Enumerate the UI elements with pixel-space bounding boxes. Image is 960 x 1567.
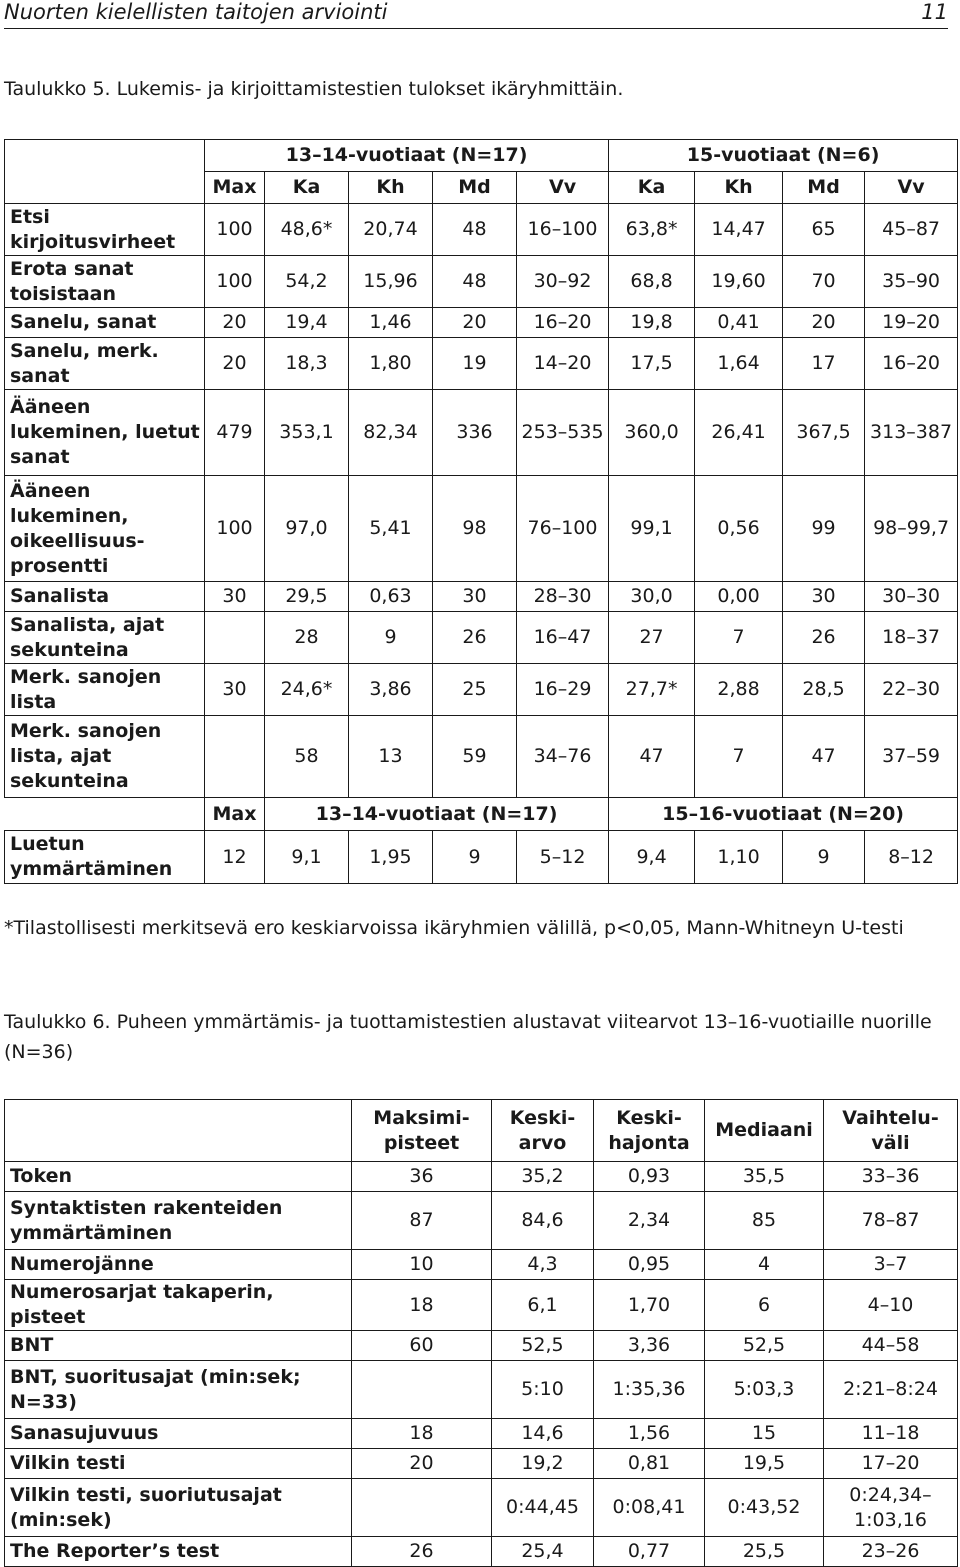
page-header: [4, 0, 948, 29]
table-row: [5, 1537, 958, 1567]
table-cell: 35,2: [492, 1162, 594, 1192]
row-label: Ääneen lukeminen, luetut sanat: [5, 390, 205, 476]
row-label: Numerosarjat takaperin, pisteet: [5, 1280, 352, 1331]
table-cell: 19,4: [265, 308, 349, 338]
table-cell: 12: [205, 831, 265, 884]
table-cell: 0:24,34–1:03,16: [824, 1479, 958, 1537]
table-cell: 24,6*: [265, 664, 349, 716]
table6-corner-cell: [5, 1100, 352, 1162]
table-cell: 0,93: [594, 1162, 705, 1192]
table-cell: 18: [352, 1280, 492, 1331]
row-label: Sanalista: [5, 582, 205, 612]
column-header: Maksimi-pisteet: [352, 1100, 492, 1162]
table-cell: 26: [783, 612, 865, 664]
table-cell: [352, 1479, 492, 1537]
table-row: [5, 308, 958, 338]
table-cell: 30–30: [865, 582, 958, 612]
table-cell: 47: [783, 716, 865, 798]
table-cell: 0,00: [695, 582, 783, 612]
table-cell: 34–76: [517, 716, 609, 798]
table-cell: 60: [352, 1331, 492, 1361]
column-header: Ka: [609, 172, 695, 204]
table-cell: 33–36: [824, 1162, 958, 1192]
group2-header: 15-vuotiaat (N=6): [609, 140, 958, 172]
table-cell: 19: [433, 338, 517, 390]
table-cell: 3–7: [824, 1250, 958, 1280]
table-cell: 100: [205, 204, 265, 256]
table-cell: 14,47: [695, 204, 783, 256]
table-cell: 63,8*: [609, 204, 695, 256]
table-cell: 313–387: [865, 390, 958, 476]
table-cell: 1,10: [695, 831, 783, 884]
table-row: [5, 476, 958, 582]
table-cell: 48: [433, 204, 517, 256]
table-cell: 1,80: [349, 338, 433, 390]
table6-caption: Taulukko 6. Puheen ymmärtämis- ja tuottamistestien alustavat viitearvot 13–16-vuotiaille nuorille (N=36): [4, 1011, 932, 1063]
table-cell: 68,8: [609, 256, 695, 308]
table-cell: 28–30: [517, 582, 609, 612]
table-cell: 367,5: [783, 390, 865, 476]
table-cell: 17: [783, 338, 865, 390]
table-cell: 4: [705, 1250, 824, 1280]
table-cell: 30–92: [517, 256, 609, 308]
table-row: [5, 1449, 958, 1479]
column-header: Md: [783, 172, 865, 204]
table-cell: 52,5: [705, 1331, 824, 1361]
table-cell: 9,4: [609, 831, 695, 884]
table-cell: 20: [433, 308, 517, 338]
table-row: [5, 831, 958, 884]
table-cell: 100: [205, 476, 265, 582]
table-cell: 8–12: [865, 831, 958, 884]
table-cell: 23–26: [824, 1537, 958, 1567]
table-cell: 20: [205, 338, 265, 390]
table-cell: [205, 716, 265, 798]
running-title: Nuorten kielellisten taitojen arviointi: [4, 0, 388, 24]
row-label: Sanelu, sanat: [5, 308, 205, 338]
table-cell: 16–20: [517, 308, 609, 338]
table-cell: 22–30: [865, 664, 958, 716]
table-cell: 28,5: [783, 664, 865, 716]
table-cell: 36: [352, 1162, 492, 1192]
table-cell: 18: [352, 1419, 492, 1449]
table-cell: 9: [783, 831, 865, 884]
table-cell: 26,41: [695, 390, 783, 476]
table-row: [5, 1361, 958, 1419]
table-cell: 47: [609, 716, 695, 798]
table-cell: 4–10: [824, 1280, 958, 1331]
table-cell: 30: [433, 582, 517, 612]
row-label: Vilkin testi: [5, 1449, 352, 1479]
table-cell: 35–90: [865, 256, 958, 308]
table-cell: 0,81: [594, 1449, 705, 1479]
table-cell: 1:35,36: [594, 1361, 705, 1419]
table-cell: 1,70: [594, 1280, 705, 1331]
table-cell: 99,1: [609, 476, 695, 582]
column-header: Md: [433, 172, 517, 204]
row-label: BNT, suoritusajat (min:sek; N=33): [5, 1361, 352, 1419]
table-row: [5, 256, 958, 308]
table6-body: [5, 1162, 958, 1567]
column-header: Vv: [517, 172, 609, 204]
column-header: Kh: [349, 172, 433, 204]
table-cell: 54,2: [265, 256, 349, 308]
table-cell: 28: [265, 612, 349, 664]
table-cell: 18–37: [865, 612, 958, 664]
table-cell: 9: [433, 831, 517, 884]
table-cell: 9: [349, 612, 433, 664]
table-cell: 45–87: [865, 204, 958, 256]
table-cell: 37–59: [865, 716, 958, 798]
table-cell: 26: [352, 1537, 492, 1567]
table-row: [5, 664, 958, 716]
table-row: [5, 1419, 958, 1449]
table-cell: 7: [695, 716, 783, 798]
table-cell: 82,34: [349, 390, 433, 476]
table-cell: 14,6: [492, 1419, 594, 1449]
table-cell: 15: [705, 1419, 824, 1449]
table-cell: 2,88: [695, 664, 783, 716]
table-cell: 4,3: [492, 1250, 594, 1280]
table5-corner-cell: [5, 140, 205, 204]
table-cell: 30: [205, 664, 265, 716]
table-cell: 48,6*: [265, 204, 349, 256]
table-row: [5, 1331, 958, 1361]
table-cell: 65: [783, 204, 865, 256]
table-cell: 5,41: [349, 476, 433, 582]
table-cell: 1,46: [349, 308, 433, 338]
row-label: Sanasujuvuus: [5, 1419, 352, 1449]
sub-header-group2: 15–16-vuotiaat (N=20): [609, 798, 958, 831]
sub-header-group1: 13–14-vuotiaat (N=17): [265, 798, 609, 831]
table-cell: 27,7*: [609, 664, 695, 716]
table-cell: 70: [783, 256, 865, 308]
table-cell: 19,2: [492, 1449, 594, 1479]
row-label: Etsi kirjoitusvirheet: [5, 204, 205, 256]
table-cell: [205, 612, 265, 664]
table-cell: 44–58: [824, 1331, 958, 1361]
table-cell: 11–18: [824, 1419, 958, 1449]
row-label: Luetun ymmärtäminen: [5, 831, 205, 884]
table-row: [5, 612, 958, 664]
table-row: [5, 1162, 958, 1192]
table5-group-header: [5, 140, 958, 172]
table-row: [5, 390, 958, 476]
column-header: Mediaani: [705, 1100, 824, 1162]
table-row: [5, 338, 958, 390]
table-cell: 0:44,45: [492, 1479, 594, 1537]
table-cell: 17,5: [609, 338, 695, 390]
table-cell: 19–20: [865, 308, 958, 338]
table-cell: 25,5: [705, 1537, 824, 1567]
table-cell: 30,0: [609, 582, 695, 612]
table-cell: 13: [349, 716, 433, 798]
table-cell: 26: [433, 612, 517, 664]
table-cell: 14–20: [517, 338, 609, 390]
table-cell: 0,95: [594, 1250, 705, 1280]
table-cell: 30: [783, 582, 865, 612]
row-label: Sanalista, ajat sekunteina: [5, 612, 205, 664]
table-cell: 15,96: [349, 256, 433, 308]
table-cell: 20: [783, 308, 865, 338]
table-cell: 20,74: [349, 204, 433, 256]
table-cell: 87: [352, 1192, 492, 1250]
table-5: [4, 139, 958, 884]
table-cell: 25,4: [492, 1537, 594, 1567]
table-cell: 16–100: [517, 204, 609, 256]
row-label: Ääneen lukeminen, oikeellisuus-prosentti: [5, 476, 205, 582]
table-cell: 18,3: [265, 338, 349, 390]
sub-header-max: Max: [205, 798, 265, 831]
table-cell: 76–100: [517, 476, 609, 582]
row-label: Vilkin testi, suoriutusajat (min:sek): [5, 1479, 352, 1537]
table-cell: 253–535: [517, 390, 609, 476]
page-number: 11: [921, 0, 948, 24]
row-label: Token: [5, 1162, 352, 1192]
table5-caption: Taulukko 5. Lukemis- ja kirjoittamistestien tulokset ikäryhmittäin.: [4, 78, 624, 100]
table-cell: 16–29: [517, 664, 609, 716]
row-label: Sanelu, merk. sanat: [5, 338, 205, 390]
table-cell: 0:08,41: [594, 1479, 705, 1537]
table-row: [5, 1250, 958, 1280]
row-label: Merk. sanojen lista: [5, 664, 205, 716]
table-cell: 20: [205, 308, 265, 338]
table-cell: 78–87: [824, 1192, 958, 1250]
table-cell: 5:03,3: [705, 1361, 824, 1419]
table-cell: 17–20: [824, 1449, 958, 1479]
column-header: Keski-arvo: [492, 1100, 594, 1162]
group1-header: 13–14-vuotiaat (N=17): [205, 140, 609, 172]
table-row: [5, 582, 958, 612]
table5-body: [5, 204, 958, 798]
table-cell: 3,36: [594, 1331, 705, 1361]
table-cell: 25: [433, 664, 517, 716]
table-cell: 58: [265, 716, 349, 798]
table-cell: 30: [205, 582, 265, 612]
table-cell: 3,86: [349, 664, 433, 716]
column-header: Ka: [265, 172, 349, 204]
table-cell: 16–20: [865, 338, 958, 390]
table-cell: 360,0: [609, 390, 695, 476]
table5-sub-header: [5, 798, 958, 831]
table-cell: 0,77: [594, 1537, 705, 1567]
table-row: [5, 716, 958, 798]
row-label: The Reporter’s test: [5, 1537, 352, 1567]
table6-column-header: [5, 1100, 958, 1162]
column-header: Keski-hajonta: [594, 1100, 705, 1162]
table-cell: 0:43,52: [705, 1479, 824, 1537]
column-header: Kh: [695, 172, 783, 204]
table-cell: 52,5: [492, 1331, 594, 1361]
table-cell: 2:21–8:24: [824, 1361, 958, 1419]
table-cell: 479: [205, 390, 265, 476]
table-cell: 84,6: [492, 1192, 594, 1250]
row-label: Syntaktisten rakenteiden ymmärtäminen: [5, 1192, 352, 1250]
table-cell: 59: [433, 716, 517, 798]
table-cell: 48: [433, 256, 517, 308]
table-cell: 9,1: [265, 831, 349, 884]
column-header: Vv: [865, 172, 958, 204]
table-cell: 99: [783, 476, 865, 582]
column-header: Vaihtelu-väli: [824, 1100, 958, 1162]
table-cell: 353,1: [265, 390, 349, 476]
column-header: Max: [205, 172, 265, 204]
table-cell: 97,0: [265, 476, 349, 582]
row-label: Erota sanat toisistaan: [5, 256, 205, 308]
table-cell: 19,60: [695, 256, 783, 308]
table5-footnote: *Tilastollisesti merkitsevä ero keskiarvoissa ikäryhmien välillä, p<0,05, Mann-Whitneyn U-testi: [4, 917, 904, 939]
table-6: [4, 1099, 958, 1567]
table-cell: 19,5: [705, 1449, 824, 1479]
table-cell: 6: [705, 1280, 824, 1331]
table-cell: 27: [609, 612, 695, 664]
table-row: [5, 1192, 958, 1250]
table-row: [5, 1280, 958, 1331]
row-label: BNT: [5, 1331, 352, 1361]
table-cell: 16–47: [517, 612, 609, 664]
table-cell: 0,63: [349, 582, 433, 612]
table-cell: 5–12: [517, 831, 609, 884]
table-cell: 0,56: [695, 476, 783, 582]
table-cell: 100: [205, 256, 265, 308]
table-cell: 1,64: [695, 338, 783, 390]
row-label: Numerojänne: [5, 1250, 352, 1280]
table-cell: [352, 1361, 492, 1419]
row-label: Merk. sanojen lista, ajat sekunteina: [5, 716, 205, 798]
table-cell: 0,41: [695, 308, 783, 338]
table-cell: 5:10: [492, 1361, 594, 1419]
table-row: [5, 1479, 958, 1537]
table-cell: 20: [352, 1449, 492, 1479]
table-cell: 2,34: [594, 1192, 705, 1250]
table-cell: 29,5: [265, 582, 349, 612]
table-cell: 1,95: [349, 831, 433, 884]
table-cell: 98: [433, 476, 517, 582]
table-cell: 7: [695, 612, 783, 664]
table-cell: 85: [705, 1192, 824, 1250]
table-cell: 98–99,7: [865, 476, 958, 582]
sub-header-blank: [5, 798, 205, 831]
table-cell: 35,5: [705, 1162, 824, 1192]
table-cell: 336: [433, 390, 517, 476]
table-cell: 6,1: [492, 1280, 594, 1331]
table-cell: 19,8: [609, 308, 695, 338]
table-cell: 1,56: [594, 1419, 705, 1449]
table-cell: 10: [352, 1250, 492, 1280]
table-row: [5, 204, 958, 256]
